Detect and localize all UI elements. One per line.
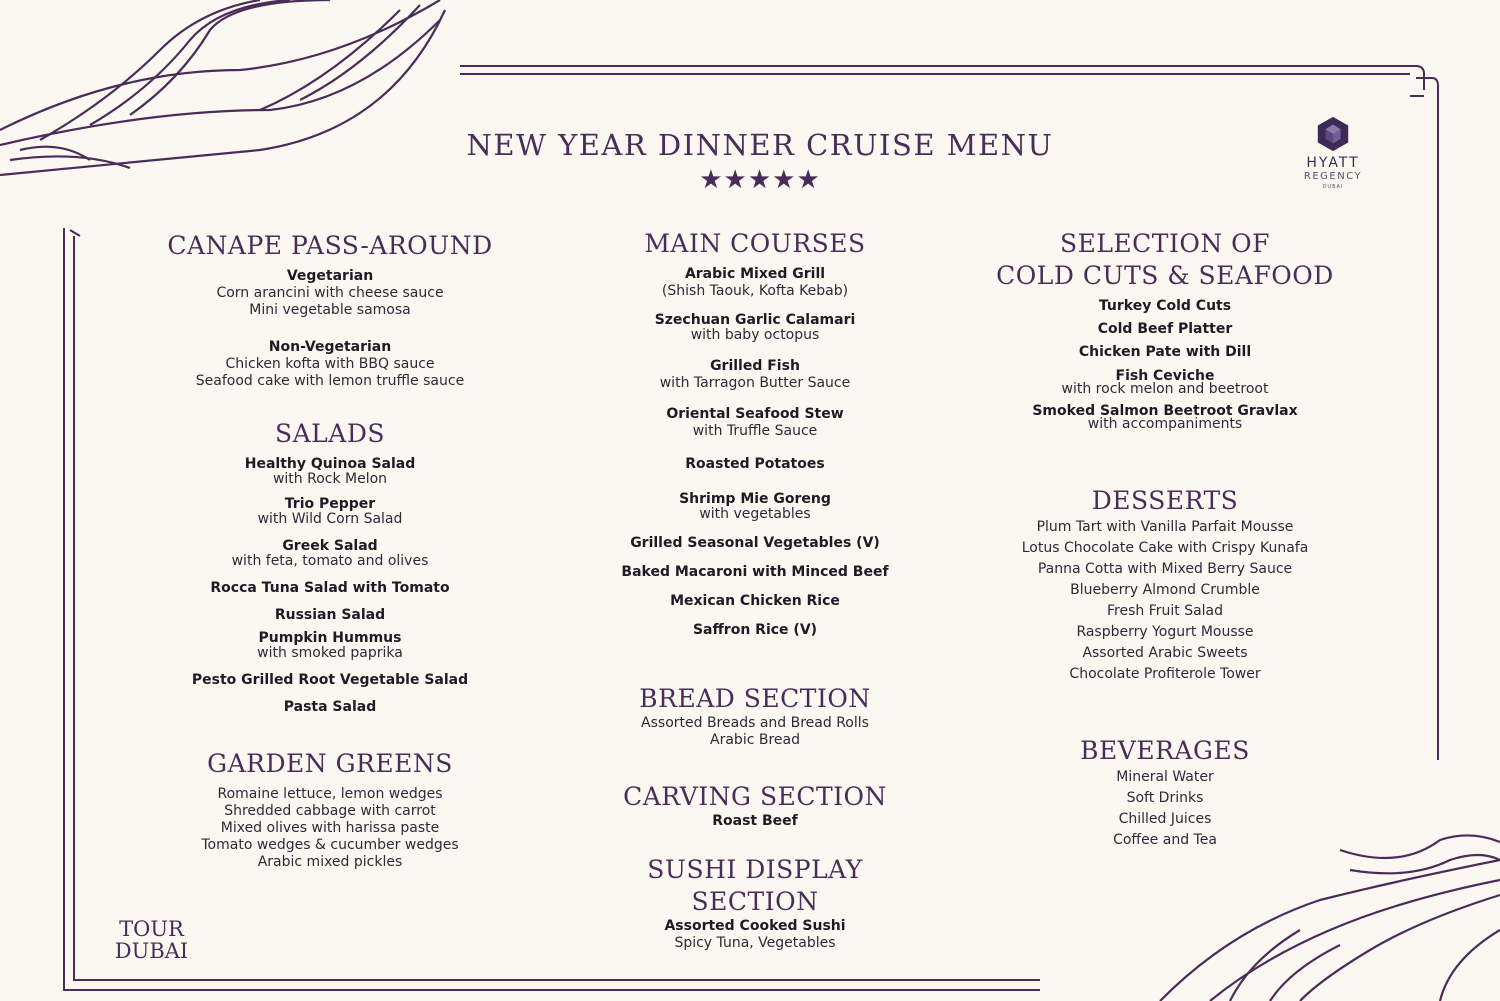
list-item: Pumpkin Hummus with smoked paprika (257, 630, 403, 661)
list-item: Raspberry Yogurt Mousse (1076, 624, 1254, 640)
list-item: Healthy Quinoa Salad with Rock Melon (244, 456, 416, 487)
list-item: Pesto Grilled Root Vegetable Salad (191, 672, 469, 688)
list-item: Mineral Water (1116, 769, 1214, 785)
list-item: Blueberry Almond Crumble (1070, 582, 1260, 598)
tour-dubai-line1: TOUR (119, 917, 184, 941)
list-item: Baked Macaroni with Minced Beef (621, 564, 889, 580)
canape-item: Corn arancini with cheese sauce (216, 285, 444, 301)
list-item: Mexican Chicken Rice (670, 593, 840, 609)
canape-item: Chicken kofta with BBQ sauce (225, 356, 435, 372)
list-item: Shredded cabbage with carrot (224, 803, 436, 819)
logo-city: DUBAI (1322, 184, 1344, 190)
list-item: Turkey Cold Cuts (1098, 298, 1232, 314)
list-item: Soft Drinks (1126, 790, 1204, 806)
logo-brand: HYATT (1306, 155, 1360, 171)
list-item: Roast Beef (712, 813, 798, 829)
hyatt-cube-icon (1314, 115, 1352, 153)
list-item: Fish Ceviche with rock melon and beetroot (1061, 368, 1269, 397)
list-item: Chicken Pate with Dill (1078, 344, 1252, 360)
list-item: Trio Pepper with Wild Corn Salad (257, 496, 403, 527)
list-item: Smoked Salmon Beetroot Gravlax with accompaniments (1032, 403, 1298, 432)
section-heading-coldcuts-line2: COLD CUTS & SEAFOOD (996, 261, 1334, 290)
list-item: Arabic Mixed Grill (Shish Taouk, Kofta Kebab) (661, 266, 849, 299)
menu-column-middle (585, 228, 925, 952)
section-heading-beverages: BEVERAGES (1080, 736, 1250, 765)
menu-column-left (160, 230, 500, 871)
list-item: Saffron Rice (V) (692, 622, 818, 638)
canape-veg-label: Vegetarian (286, 268, 374, 284)
section-heading-bread: BREAD SECTION (639, 684, 871, 713)
logo-sub: REGENCY (1303, 171, 1363, 182)
list-item: Roasted Potatoes (685, 456, 825, 472)
list-item: Romaine lettuce, lemon wedges (217, 786, 443, 802)
tour-dubai-logo (104, 918, 199, 962)
list-item: Rocca Tuna Salad with Tomato (210, 580, 450, 596)
list-item: Lotus Chocolate Cake with Crispy Kunafa (1021, 540, 1309, 556)
list-item: Chocolate Profiterole Tower (1069, 666, 1261, 682)
list-item: Grilled Seasonal Vegetables (V) (630, 535, 880, 551)
list-item: Greek Salad with feta, tomato and olives (231, 538, 429, 569)
section-heading-garden: GARDEN GREENS (207, 749, 453, 778)
section-heading-desserts: DESSERTS (1091, 486, 1239, 515)
list-item: Grilled Fish with Tarragon Butter Sauce (659, 358, 851, 391)
list-item: Tomato wedges & cucumber wedges (201, 837, 459, 853)
section-heading-carving: CARVING SECTION (623, 782, 887, 811)
list-item: Spicy Tuna, Vegetables (674, 935, 836, 951)
list-item: Assorted Cooked Sushi (664, 918, 846, 934)
list-item: Arabic Bread (710, 732, 800, 748)
hyatt-logo (1288, 115, 1378, 190)
list-item: Mixed olives with harissa paste (220, 820, 440, 836)
section-heading-sushi: SUSHI DISPLAY SECTION (647, 855, 863, 916)
list-item: Russian Salad (274, 607, 386, 623)
list-item: Panna Cotta with Mixed Berry Sauce (1037, 561, 1293, 577)
leaf-bottom-right-icon (1160, 835, 1500, 1001)
list-item: Cold Beef Platter (1097, 321, 1233, 337)
list-item: Assorted Arabic Sweets (1082, 645, 1248, 661)
list-item: Coffee and Tea (1113, 832, 1217, 848)
leaf-top-left-icon (0, 0, 445, 175)
section-heading-mains: MAIN COURSES (644, 229, 866, 258)
rating-stars-icon: ★★★★★ (699, 165, 821, 195)
canape-item: Mini vegetable samosa (249, 302, 411, 318)
canape-item: Seafood cake with lemon truffle sauce (195, 373, 465, 389)
list-item: Fresh Fruit Salad (1106, 603, 1224, 619)
list-item: Assorted Breads and Bread Rolls (641, 715, 869, 731)
list-item: Pasta Salad (283, 699, 377, 715)
section-heading-coldcuts: SELECTION OF (1059, 229, 1271, 258)
list-item: Oriental Seafood Stew with Truffle Sauce (666, 406, 844, 439)
menu-column-right (995, 228, 1335, 851)
menu-title: NEW YEAR DINNER CRUISE MENU (466, 128, 1054, 162)
list-item: Plum Tart with Vanilla Parfait Mousse (1036, 519, 1294, 535)
section-heading-canape: CANAPE PASS-AROUND (167, 231, 493, 260)
canape-nonveg-label: Non-Vegetarian (268, 339, 392, 355)
list-item: Chilled Juices (1118, 811, 1212, 827)
list-item: Shrimp Mie Goreng with vegetables (679, 491, 831, 522)
tour-dubai-line2: DUBAI (114, 939, 189, 963)
section-heading-salads: SALADS (274, 419, 385, 448)
list-item: Arabic mixed pickles (257, 854, 403, 870)
list-item: Szechuan Garlic Calamari with baby octopus (654, 312, 856, 343)
